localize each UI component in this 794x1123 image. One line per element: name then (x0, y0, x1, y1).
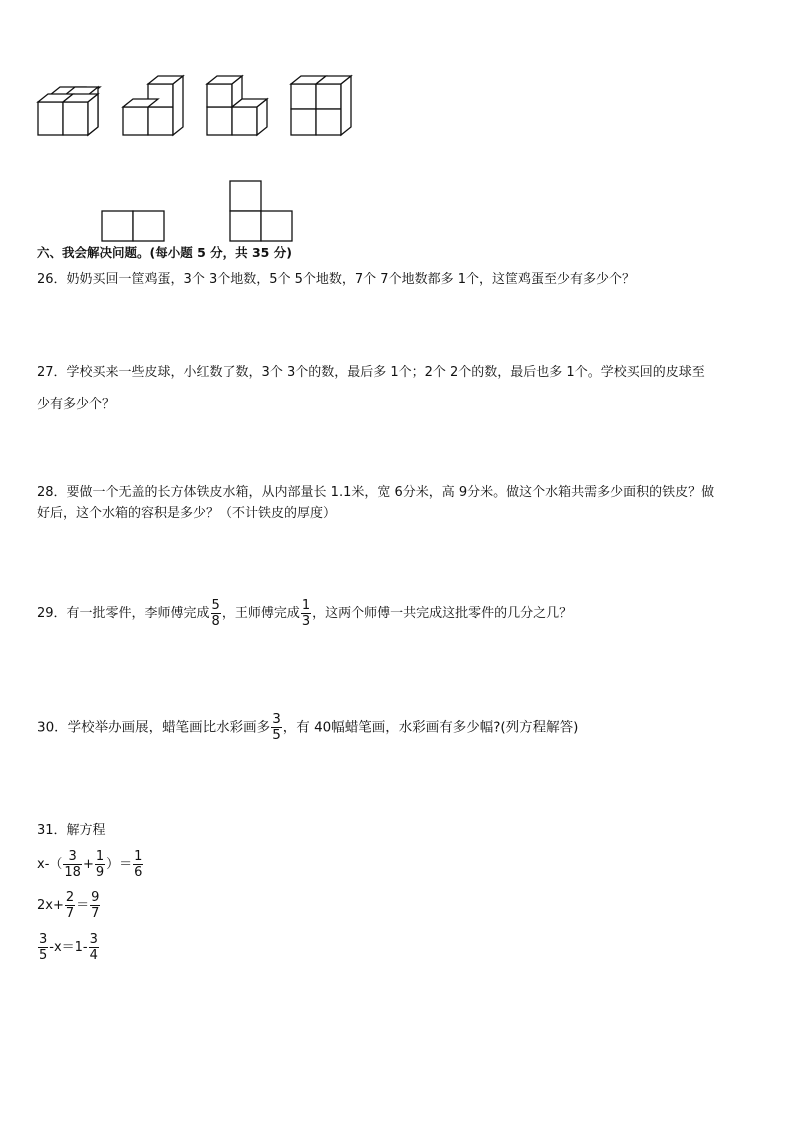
fraction: $\frac{1}{9}$ (95, 849, 105, 880)
question-28-line-2: 好后，这个水箱的容积是多少？（不计铁皮的厚度） (37, 506, 337, 521)
cube-figure-2 (123, 76, 183, 135)
view-figure-2 (230, 181, 292, 241)
question-28-line-1: 28．要做一个无盖的长方体铁皮水箱，从内部量长 1.1米，宽 6分米，高 9分米。做这个水箱共需多少面积的铁皮？做 (37, 485, 715, 500)
view-figure-1 (102, 211, 164, 241)
fraction: $\frac{3}{18}$ (64, 849, 81, 880)
equation-1: x-（ $\frac{3}{18}$ + $\frac{1}{9}$ ）＝ $\frac{1}{6}$ (37, 849, 143, 880)
fraction: $\frac{9}{7}$ (91, 890, 100, 921)
question-27-line-2: 少有多少个？ (37, 397, 116, 412)
section-title: 六、我会解决问题。(每小题 5 分，共 35 分) (37, 245, 292, 260)
fraction: $\frac{3}{4}$ (89, 932, 98, 963)
question-27-line-1: 27．学校买来一些皮球，小红数了数，3个 3个的数，最后多 1个；2个 2个的数，最后也多 1个。学校买回的皮球至 (37, 365, 705, 380)
cube-figures (30, 70, 370, 145)
cube-figure-4 (291, 76, 351, 135)
view-figures (95, 178, 305, 244)
question-30: 30．学校举办画展，蜡笔画比水彩画多 $\frac{3}{5}$ ，有 40幅蜡笔画，水彩画有多少幅?(列方程解答) (37, 711, 579, 743)
fraction: $\frac{2}{7}$ (65, 890, 75, 921)
equation-3: $\frac{3}{5}$ -x＝1- $\frac{3}{4}$ (39, 932, 98, 963)
fraction: $\frac{5}{8}$ (211, 598, 220, 629)
fraction: $\frac{1}{6}$ (134, 849, 143, 880)
fraction: $\frac{1}{3}$ (301, 598, 311, 629)
fraction: $\frac{3}{5}$ (272, 711, 281, 743)
fraction: $\frac{3}{5}$ (39, 932, 48, 963)
equation-2: 2x+ $\frac{2}{7}$ ＝ $\frac{9}{7}$ (37, 890, 100, 921)
question-29: 29．有一批零件，李师傅完成 $\frac{5}{8}$ ，王师傅完成 $\frac{1}{3}$ ，这两个师傅一共完成这批零件的几分之几？ (37, 598, 573, 629)
question-26: 26．奶奶买回一筐鸡蛋，3个 3个地数，5个 5个地数，7个 7个地数都多 1个，这筐鸡蛋至少有多少个？ (37, 272, 635, 287)
cube-figure-1 (38, 87, 100, 135)
cube-figure-3 (207, 76, 267, 135)
question-31-title: 31．解方程 (37, 823, 106, 838)
